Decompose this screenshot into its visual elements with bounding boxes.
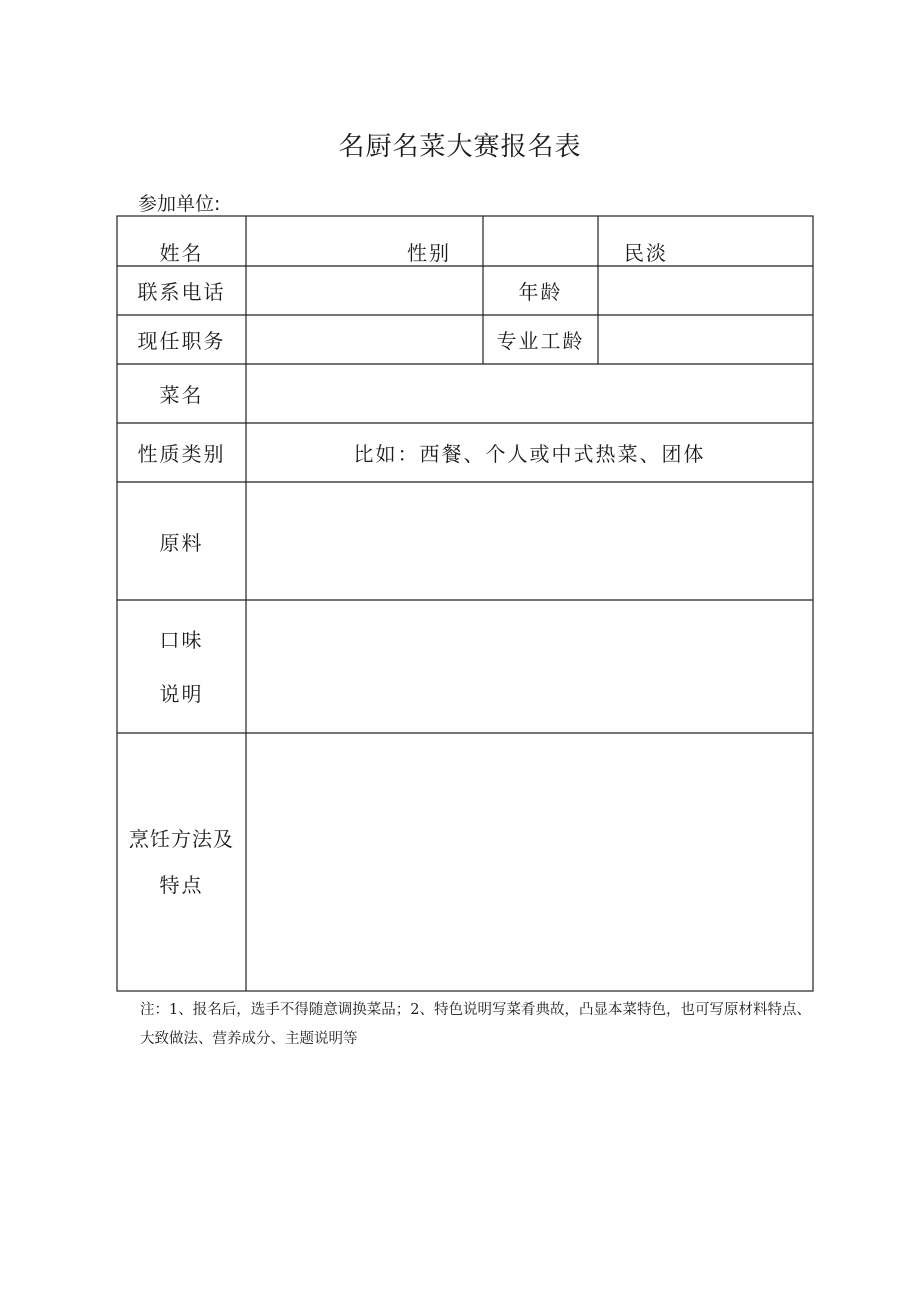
taste-input[interactable] [246, 600, 813, 733]
taste-label [117, 600, 246, 733]
age-input[interactable] [598, 266, 813, 315]
dish-input[interactable] [246, 364, 813, 423]
ingredients-input[interactable] [246, 482, 813, 600]
dish-label: 菜名 [159, 383, 204, 407]
taste-label-line2: 说明 [159, 681, 204, 706]
years-label: 专业工龄 [496, 329, 585, 353]
position-label: 现任职务 [137, 329, 226, 353]
unit-label: 参加单位: [138, 193, 221, 215]
category-label: 性质类别 [137, 442, 226, 466]
years-input[interactable] [598, 315, 813, 364]
taste-label-line1: 口味 [159, 627, 204, 652]
position-input[interactable] [246, 315, 483, 364]
ethnicity-label: 民淡 [624, 240, 668, 265]
form-note: 注：1、报名后，选手不得随意调换菜品；2、特色说明写菜肴典故，凸显本菜特色，也可写原材料特点、大致做法、营养成分、主题说明等 [140, 1002, 811, 1047]
phone-label: 联系电话 [137, 280, 226, 304]
form-title: 名厨名菜大赛报名表 [338, 132, 582, 162]
method-input[interactable] [246, 733, 813, 991]
ingredients-label: 原料 [159, 530, 204, 555]
age-label: 年龄 [518, 280, 563, 304]
method-label [117, 733, 246, 991]
phone-input[interactable] [246, 266, 483, 315]
method-label-line1: 烹饪方法及 [129, 827, 234, 851]
method-label-line2: 特点 [159, 873, 204, 897]
name-label: 姓名 [159, 240, 204, 265]
category-hint[interactable]: 比如：西餐、个人或中式热菜、团体 [353, 442, 706, 466]
gender-label: 性别 [407, 240, 451, 265]
